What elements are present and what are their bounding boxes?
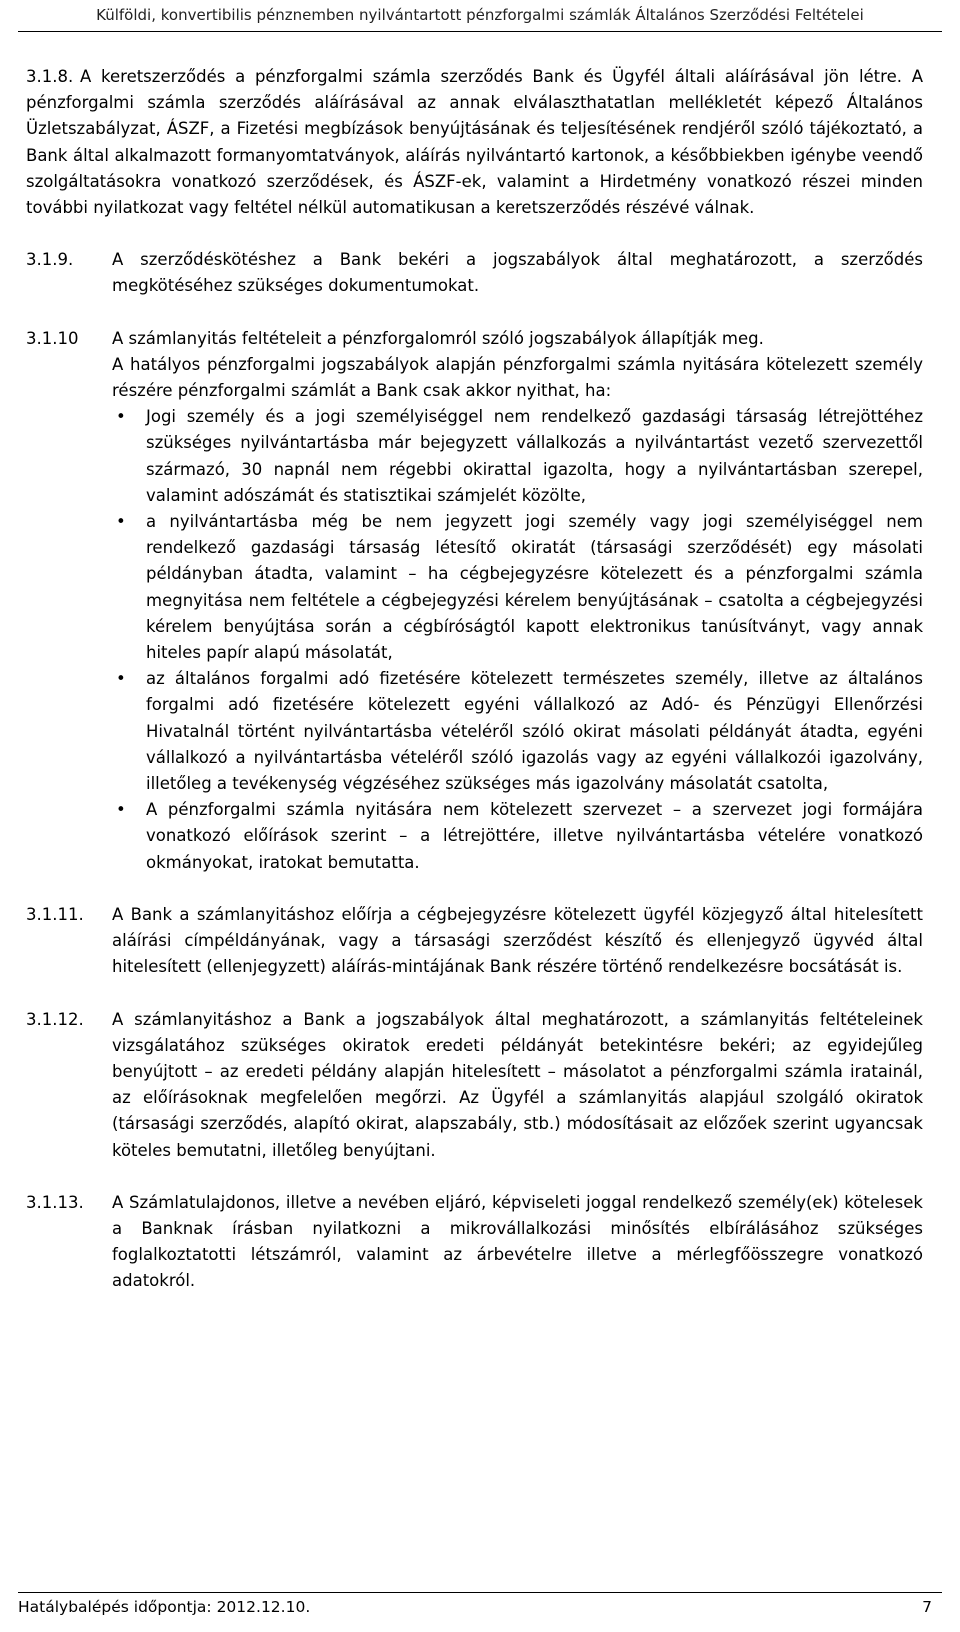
section-number: 3.1.10 [26, 328, 79, 348]
bullet-icon: • [116, 407, 126, 427]
section-number: 3.1.13. [26, 1192, 84, 1212]
section-text: A Bank a számlanyitáshoz előírja a cégbejegyzésre kötelezett ügyfél közjegyző által hitelesített aláírási címpéldányának, vagy a társasági szerződést készítő és ellenjegyző ügyvéd által hitelesített (ellenjegyzett) aláírás-mintájának Bank részére történő rendelkezésre bocsátását is. [112, 904, 923, 977]
list-item [112, 509, 923, 666]
header-divider [18, 31, 942, 32]
bullet-icon: • [116, 669, 126, 689]
section-3-1-13 [26, 1190, 923, 1295]
section-text: A keretszerződés a pénzforgalmi számla szerződés Bank és Ügyfél általi aláírásával jön létre. A pénzforgalmi számla szerződés aláírásával az annak elválaszthatatlan mellékletét képező Általános Üzletszabályzat, ÁSZF, a Fizetési megbízások benyújtásának és teljesítésének rendjéről szóló tájékoztató, a Bank által alkalmazott formanyomtatványok, aláírás nyilvántartó kartonok, a későbbiekben igénybe veendő szolgáltatásokra vonatkozó szerződések, és ÁSZF-ek, valamint a Hirdetmény vonatkozó részei minden további nyilatkozat vagy feltétel nélkül automatikusan a keretszerződés részévé válnak. [26, 67, 923, 218]
bullet-icon: • [116, 800, 126, 820]
section-number: 3.1.9. [26, 250, 74, 270]
section-text: A szerződéskötéshez a Bank bekéri a jogszabályok által meghatározott, a szerződés megkötéséhez szükséges dokumentumokat. [112, 250, 923, 296]
section-3-1-11 [26, 902, 923, 981]
section-text: A Számlatulajdonos, illetve a nevében eljáró, képviseleti joggal rendelkező személy(ek) kötelesek a Banknak írásban nyilatkozni a mikrovállalkozási minősítés elbírálásához szükséges foglalkoztatotti létszámról, valamint az árbevételre illetve a mérlegfőösszegre vonatkozó adatokról. [112, 1192, 923, 1291]
section-3-1-12 [26, 1007, 923, 1164]
list-item-text: a nyilvántartásba még be nem jegyzett jogi személy vagy jogi személyiséggel nem rendelkező gazdasági társaság létesítő okiratát (társasági szerződését) egy másolati példányban átadta, valamint – ha cégbejegyzésre kötelezett és a pénzforgalmi számla megnyitása nem feltétele a cégbejegyzési kérelem benyújtásának – csatolta a cégbejegyzési kérelem benyújtása során a cégbíróságtól kapott elektronikus tanúsítványt, vagy annak hiteles papír alapú másolatát, [146, 512, 923, 663]
list-item [112, 797, 923, 876]
page-number: 7 [922, 1598, 932, 1616]
bullet-icon: • [116, 512, 126, 532]
section-text: A hatályos pénzforgalmi jogszabályok alapján pénzforgalmi számla nyitására kötelezett személy részére pénzforgalmi számlát a Bank csak akkor nyithat, ha: [112, 354, 923, 401]
effective-date: Hatálybalépés időpontja: 2012.12.10. [18, 1598, 311, 1616]
section-number: 3.1.11. [26, 904, 84, 924]
page-header: Külföldi, konvertibilis pénznemben nyilvántartott pénzforgalmi számlák Általános Szerződési Feltételei [96, 6, 864, 24]
list-item [112, 666, 923, 797]
footer-divider [18, 1592, 942, 1593]
list-item [112, 404, 923, 509]
list-item-text: Jogi személy és a jogi személyiséggel nem rendelkező gazdasági társaság létrejöttéhez szükséges nyilvántartásba már bejegyzett vállalkozás a nyilvántartást vezető szervezettől származó, 30 napnál nem régebbi okirattal igazolta, hogy a nyilvántartásban szerepel, valamint adószámát és statisztikai számjelét közölte, [146, 407, 923, 505]
section-text: A számlanyitáshoz a Bank a jogszabályok által meghatározott, a számlanyitás feltételeinek vizsgálatához szükséges okiratok eredeti példányát betekintésre bekéri; az egyidejűleg benyújtott – az eredeti példány alapján hitelesített – másolatot a pénzforgalmi számla iratainál, az előírásoknak megfelelően megőrzi. Az Ügyfél a számlanyitás alapjául szolgáló okiratok (társasági szerződés, alapító okirat, alapszabály, stb.) módosításait az előzőek szerint ugyancsak köteles bemutatni, illetőleg benyújtani. [112, 1009, 923, 1160]
section-number: 3.1.12. [26, 1009, 84, 1029]
section-3-1-10 [26, 326, 923, 876]
section-lead: A számlanyitás feltételeit a pénzforgalomról szóló jogszabályok állapítják meg. [112, 328, 764, 348]
section-number: 3.1.8. [26, 67, 74, 86]
list-item-text: A pénzforgalmi számla nyitására nem kötelezett szervezet – a szervezet jogi formájára vonatkozó előírások szerint – a létrejöttére, illetve nyilvántartásba vételére vonatkozó okmányokat, iratokat bemutatta. [146, 800, 923, 872]
section-body [112, 326, 923, 876]
section-3-1-8 [26, 64, 923, 221]
list-item-text: az általános forgalmi adó fizetésére kötelezett természetes személy, illetve az általános forgalmi adó fizetésére kötelezett egyéni vállalkozó az Adó- és Pénzügyi Ellenőrzési Hivatalnál történt nyilvántartásba vételéről szóló okirat másolati példányát átadta, egyéni vállalkozó a nyilvántartásba vételéről szóló igazolás vagy az egyéni vállalkozói igazolvány, illetőleg a tevékenység végzéséhez szükséges más igazolvány másolatát csatolta, [146, 669, 923, 794]
condition-list [112, 404, 923, 876]
section-3-1-9 [26, 247, 923, 299]
document-body [26, 64, 923, 1321]
